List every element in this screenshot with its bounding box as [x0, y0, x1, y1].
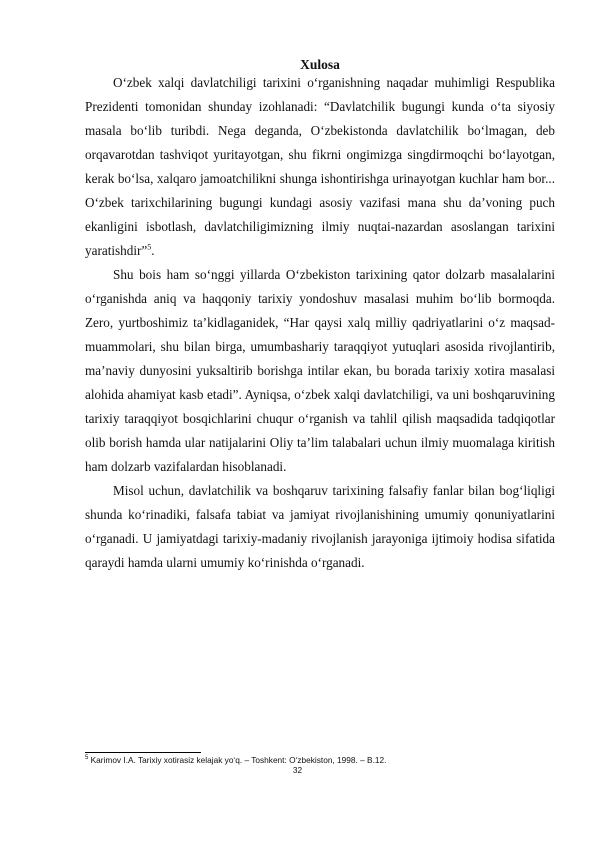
paragraph-1 [85, 71, 555, 263]
page-body [85, 55, 555, 575]
footnote-number: 5 [85, 755, 89, 762]
footnote-text: Karimov I.A. Tarixiy xotirasiz kelajak yo‘q. – Toshkent: O‘zbekiston, 1998. – B.12. [88, 755, 387, 765]
footnote-separator [85, 752, 201, 753]
paragraph-1-tail: . [151, 243, 155, 258]
paragraph-2: Shu bois ham so‘nggi yillarda O‘zbekiston tarixining qator dolzarb masalalarini o‘rganishda aniq va haqqoniy tarixiy yondoshuv masalasi muhim bo‘lib bormoqda. Zero, yurtboshimiz ta’kidlaganidek, “Har qaysi xalq milliy qadriyatlarini o‘z maqsad-muammolari, shu bilan birga, umumbashariy taraqqiyot yutuqlari asosida rivojlantirib, ma’naviy dunyosini yuksaltirib borishga intilar ekan, bu borada tarixiy xotira masalasi alohida ahamiyat kasb etadi”. Ayniqsa, o‘zbek xalqi davlatchiligi, va uni boshqaruvining tarixiy taraqqiyot bosqichlarini chuqur o‘rganish va tahlil qilish maqsadida tadqiqotlar olib borish hamda ular natijalarini Oliy ta’lim talabalari uchun ilmiy muomalaga kiritish ham dolzarb vazifalardan hisoblanadi. [85, 267, 555, 474]
paragraph-3: Misol uchun, davlatchilik va boshqaruv tarixining falsafiy fanlar bilan bog‘liqligi shunda ko‘rinadiki, falsafa tabiat va jamiyat rivojlanishining umumiy qonuniyatlarini o‘rganadi. U jamiyatdagi tarixiy-madaniy rivojlanish jarayoniga ijtimoiy hodisa sifatida qaraydi hamda ularni umumiy ko‘rinishda o‘rganadi. [85, 483, 555, 570]
page-number: 32 [292, 765, 303, 775]
section-title: Xulosa [300, 57, 340, 72]
footnote-reference[interactable]: 5 [147, 242, 152, 252]
paragraph-1-text: O‘zbek xalqi davlatchiligi tarixini o‘rganishning naqadar muhimligi Respublika Prezidenti tomonidan shunday izohlanadi: “Davlatchilik bugungi kunda o‘ta siyosiy masala bo‘lib turibdi. Nega deganda, O‘zbekistonda davlatchilik bo‘lmagan, deb orqavarotdan tashviqot yuritayotgan, shu fikrni ongimizga singdirmoqchi bo‘layotgan, kerak bo‘lsa, xalqaro jamoatchilikni shunga ishontirishga urinayotgan kuchlar ham bor... O‘zbek tarixchilarining bugungi kundagi asosiy vazifasi mana shu da’voning puch ekanligini isbotlash, davlatchiligimizning ilmiy nuqtai-nazardan asoslangan tarixini yaratishdir” [85, 75, 555, 258]
